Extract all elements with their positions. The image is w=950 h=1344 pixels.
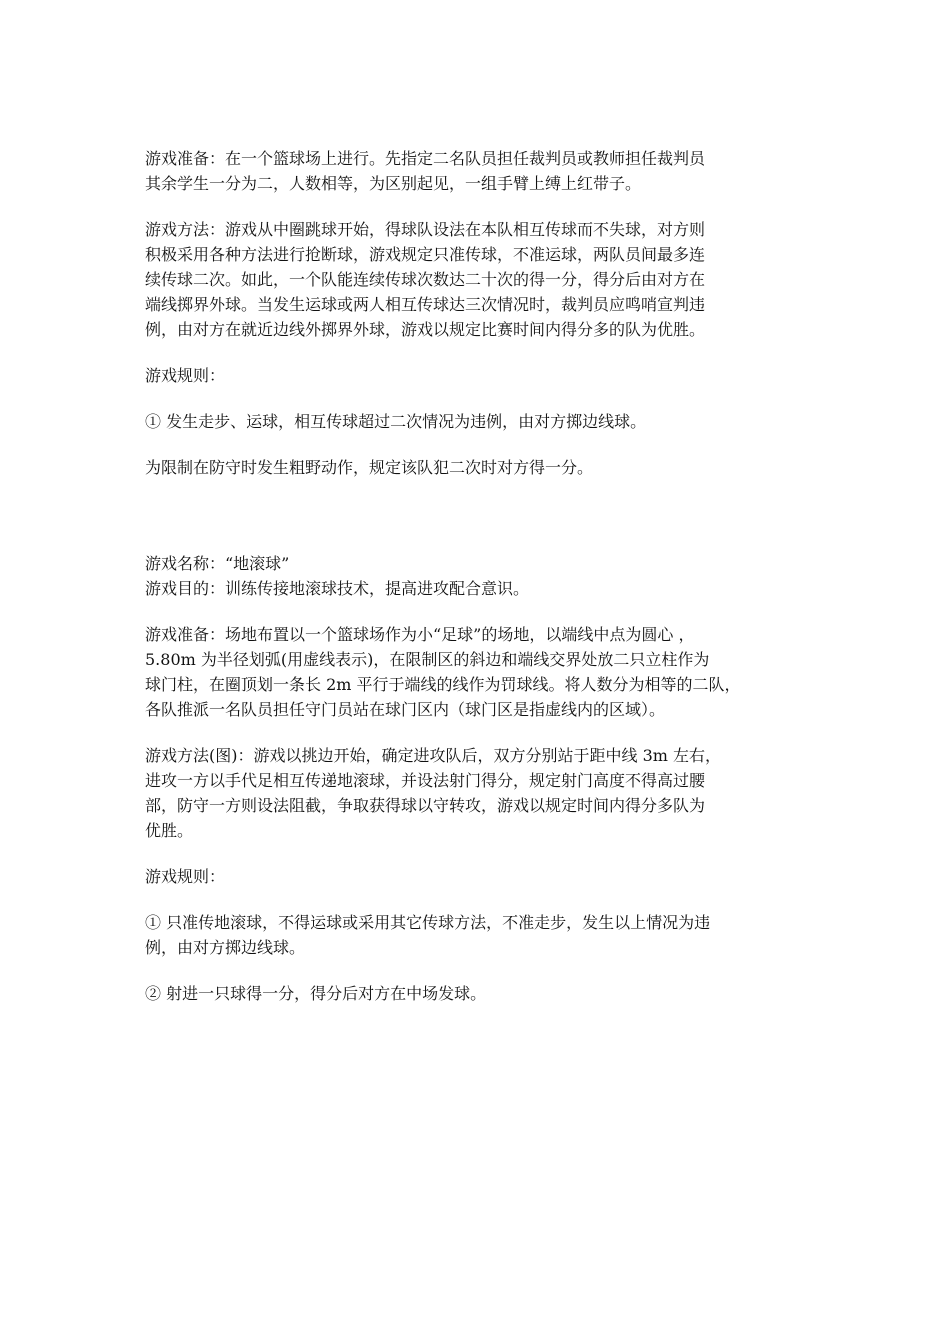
text-line: 5.80m 为半径划弧(用虚线表示)，在限制区的斜边和端线交界处放二只立柱作为 [145,650,710,669]
text-line: ① 只准传地滚球，不得运球或采用其它传球方法，不准走步，发生以上情况为违 [145,913,711,932]
text-line: 其余学生一分为二，人数相等，为区别起见，一组手臂上缚上红带子。 [145,174,642,193]
text-line: 游戏规则： [145,366,226,385]
text-line: 游戏方法(图)：游戏以挑边开始，确定进攻队后，双方分别站于距中线 3m 左右， [145,746,722,765]
text-line: 游戏准备：在一个篮球场上进行。先指定二名队员担任裁判员或教师担任裁判员 [145,149,706,168]
text-line: 例，由对方掷边线球。 [145,938,306,957]
text-line: 游戏方法：游戏从中圈跳球开始，得球队设法在本队相互传球而不失球，对方则 [145,220,706,239]
text-line: 部，防守一方则设法阻截，争取获得球以守转攻，游戏以规定时间内得分多队为 [145,796,706,815]
text-line: 例，由对方在就近边线外掷界外球，游戏以规定比赛时间内得分多的队为优胜。 [145,320,706,339]
text-line: 游戏目的：训练传接地滚球技术，提高进攻配合意识。 [145,579,530,598]
section2-name [145,551,825,601]
text-line: 积极采用各种方法进行抢断球，游戏规定只准传球，不准运球，两队员间最多连 [145,245,706,264]
text-line: 各队推派一名队员担任守门员站在球门区内（球门区是指虚线内的区域）。 [145,700,666,719]
text-line: 球门柱，在圈顶划一条长 2m 平行于端线的线作为罚球线。将人数分为相等的二队， [145,675,741,694]
section1-rules-heading [145,363,825,388]
section2-rule-1 [145,910,825,960]
text-line: 游戏准备：场地布置以一个篮球场作为小“足球”的场地，以端线中点为圆心 ， [145,625,695,644]
text-line: ① 发生走步、运球，相互传球超过二次情况为违例，由对方掷边线球。 [145,412,647,431]
section1-rule-1 [145,409,825,434]
document-page [145,146,825,1006]
text-line: 续传球二次。如此，一个队能连续传球次数达二十次的得一分，得分后由对方在 [145,270,706,289]
text-line: 进攻一方以手代足相互传递地滚球，并设法射门得分，规定射门高度不得高过腰 [145,771,706,790]
text-line: 端线掷界外球。当发生运球或两人相互传球达三次情况时，裁判员应鸣哨宣判违 [145,295,706,314]
section1-rule-2 [145,455,825,480]
section2-rules-heading [145,864,825,889]
text-line: 游戏名称：“地滚球” [145,554,290,573]
text-line: 优胜。 [145,821,194,840]
section2-rule-2 [145,981,825,1006]
text-line: ② 射进一只球得一分，得分后对方在中场发球。 [145,984,487,1003]
text-line: 为限制在防守时发生粗野动作，规定该队犯二次时对方得一分。 [145,458,594,477]
section2-prep [145,622,825,722]
section1-prep [145,146,825,196]
section2-method [145,743,825,843]
section1-method [145,217,825,342]
text-line: 游戏规则： [145,867,226,886]
